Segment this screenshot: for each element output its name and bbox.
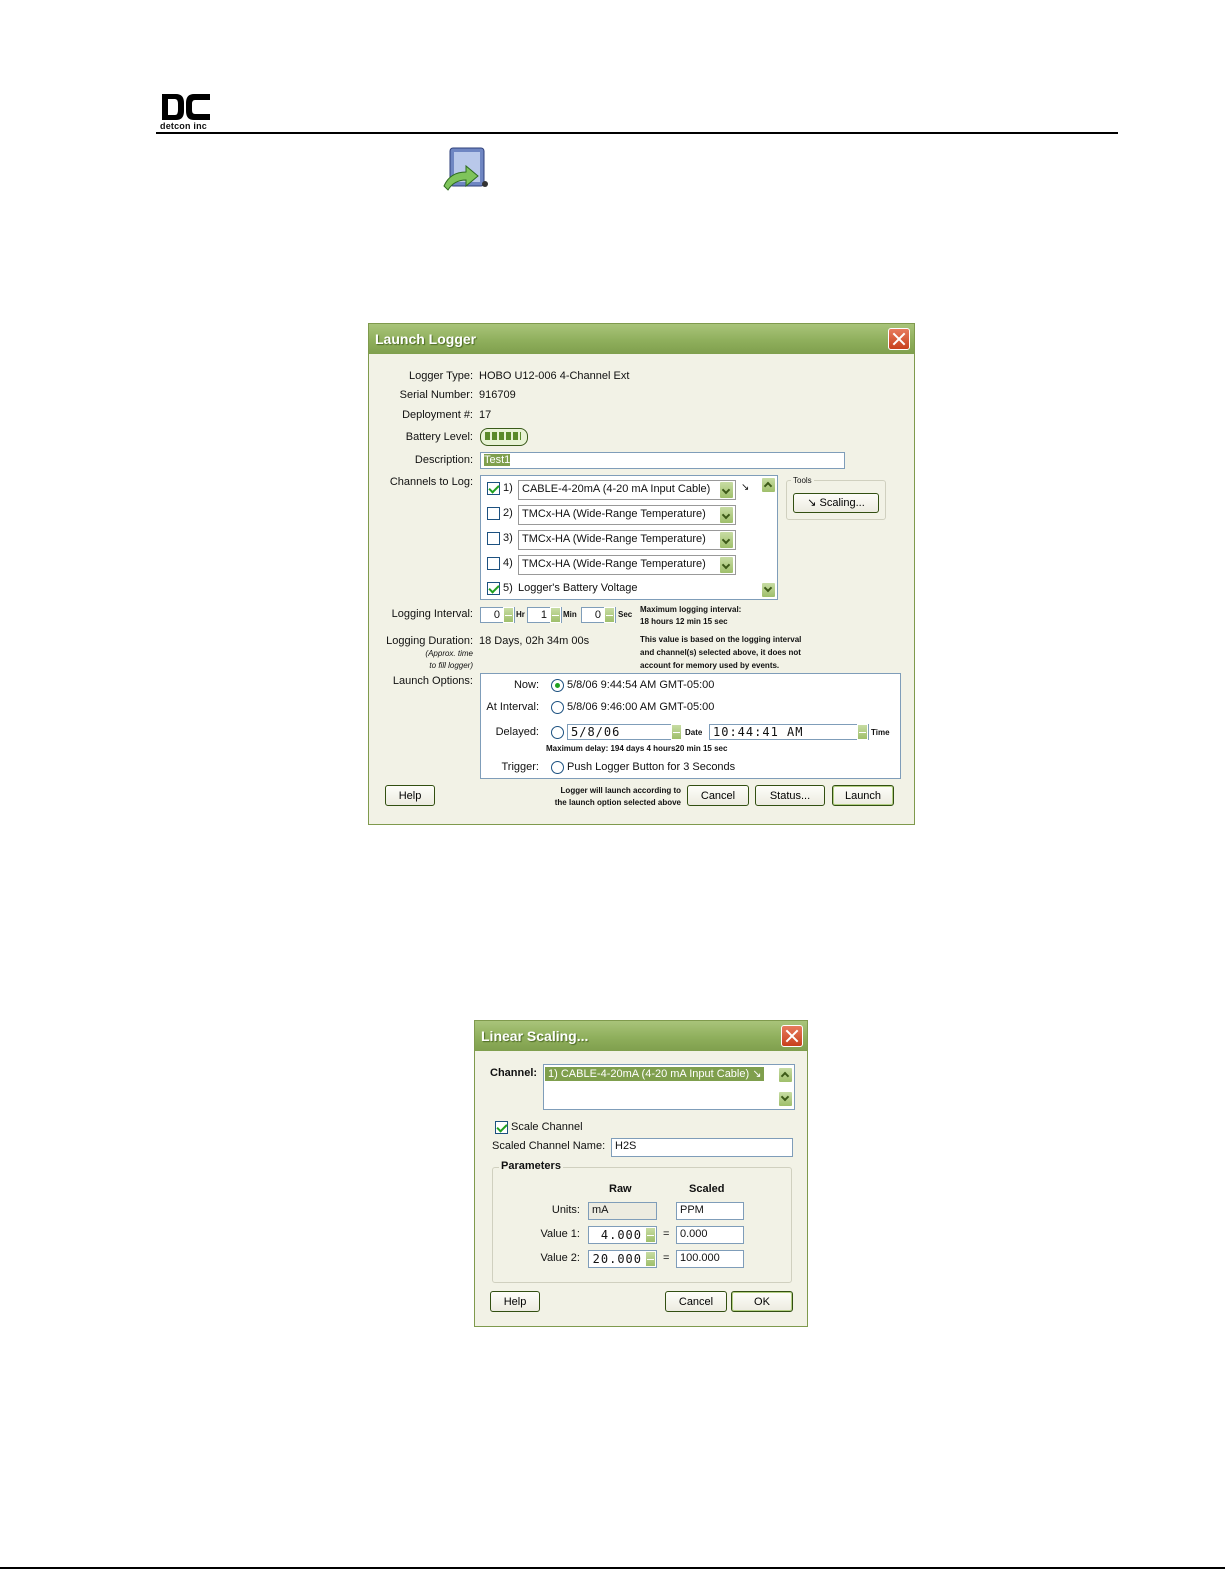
min-unit: Min: [563, 610, 577, 619]
now-value: 5/8/06 9:44:54 AM GMT-05:00: [567, 679, 715, 691]
time-unit: Time: [871, 728, 890, 737]
scaling-button-label: Scaling...: [819, 497, 865, 509]
scaled-name-value: H2S: [615, 1140, 637, 1152]
scaled-name-label: Scaled Channel Name:: [492, 1140, 606, 1152]
max-delay-note: Maximum delay: 194 days 4 hours20 min 15 sec: [546, 744, 728, 753]
deployment-value: 17: [479, 409, 492, 421]
logo-text: detcon inc: [160, 121, 208, 131]
description-label: Description:: [414, 454, 473, 466]
duration-note-line-3: account for memory used by events.: [640, 661, 780, 670]
channel-number: 1): [503, 482, 513, 494]
at-interval-radio[interactable]: [551, 701, 564, 714]
units-label: Units:: [551, 1204, 580, 1216]
scaling-help-button[interactable]: Help: [490, 1291, 540, 1312]
channel-sensor-label: CABLE-4-20mA (4-20 mA Input Cable): [522, 483, 711, 495]
delayed-date-spinner[interactable]: [671, 724, 682, 740]
value2-scaled-value: 100.000: [680, 1252, 720, 1264]
channels-list: [480, 475, 778, 600]
serial-number-value: 916709: [479, 389, 516, 401]
channel-sensor-label: TMCx-HA (Wide-Range Temperature): [522, 533, 706, 545]
interval-min-value: 1: [540, 609, 547, 621]
value1-scaled-input[interactable]: [676, 1226, 744, 1244]
launch-logger-dialog: [368, 323, 915, 825]
linear-scaling-dialog: [474, 1020, 808, 1327]
interval-min-spinner[interactable]: [550, 607, 561, 623]
channel-checkbox-5[interactable]: [487, 582, 500, 595]
channel-number: 3): [503, 532, 513, 544]
channel-checkbox-3[interactable]: [487, 532, 500, 545]
at-interval-label: At Interval:: [486, 701, 539, 713]
status-button[interactable]: Status...: [755, 785, 825, 806]
channel-checkbox-2[interactable]: [487, 507, 500, 520]
trigger-radio[interactable]: [551, 761, 564, 774]
trigger-label: Trigger:: [501, 761, 539, 773]
launch-logger-title: Launch Logger: [375, 331, 477, 347]
now-radio[interactable]: [551, 679, 564, 692]
duration-note-1: (Approx. time: [425, 649, 473, 658]
delayed-time-input[interactable]: [709, 724, 869, 740]
channels-scroll-down[interactable]: [761, 582, 776, 598]
duration-note-line-1: This value is based on the logging interval: [640, 635, 802, 644]
channel-number: 5): [503, 582, 513, 594]
value1-raw-spinner[interactable]: [645, 1227, 656, 1243]
interval-hr-spinner[interactable]: [503, 607, 514, 623]
close-icon[interactable]: [888, 328, 910, 350]
scaling-ok-button[interactable]: OK: [731, 1291, 793, 1312]
delayed-time-spinner[interactable]: [857, 724, 868, 740]
value1-label: Value 1:: [540, 1228, 580, 1240]
scaled-header: Scaled: [689, 1183, 725, 1195]
channel-sensor-label: Logger's Battery Voltage: [518, 582, 638, 594]
channel-sensor-label: TMCx-HA (Wide-Range Temperature): [522, 508, 706, 520]
parameters-group: [492, 1160, 792, 1283]
battery-level-label: Battery Level:: [405, 431, 473, 443]
channel-sensor-label: TMCx-HA (Wide-Range Temperature): [522, 558, 706, 570]
scaling-cancel-button[interactable]: Cancel: [665, 1291, 727, 1312]
interval-hr-value: 0: [493, 609, 500, 621]
battery-level-bar: [485, 432, 521, 440]
now-label: Now:: [513, 679, 539, 691]
channel-checkbox-1[interactable]: [487, 482, 500, 495]
channel-scroll-up[interactable]: [778, 1067, 793, 1083]
logger-type-label: Logger Type:: [408, 370, 473, 382]
sec-unit: Sec: [618, 610, 633, 619]
trigger-value: Push Logger Button for 3 Seconds: [567, 761, 736, 773]
value1-equals: =: [663, 1228, 670, 1240]
launch-footer-note-2: the launch option selected above: [554, 798, 681, 807]
delayed-date-input[interactable]: [567, 724, 682, 740]
interval-sec-value: 0: [594, 609, 601, 621]
chevron-down-icon[interactable]: [719, 556, 734, 574]
scale-indicator-icon: ↘: [752, 1068, 762, 1080]
channel-sensor-dropdown[interactable]: [518, 480, 736, 500]
value2-label: Value 2:: [540, 1252, 580, 1264]
header-rule: [156, 132, 1118, 134]
serial-number-label: Serial Number:: [399, 389, 473, 401]
duration-note-line-2: and channel(s) selected above, it does not: [640, 648, 801, 657]
channel-checkbox-4[interactable]: [487, 557, 500, 570]
value2-equals: =: [663, 1252, 670, 1264]
launch-options-label: Launch Options:: [392, 675, 473, 687]
logging-duration-label: Logging Duration:: [386, 635, 473, 647]
scale-indicator-icon: ↘: [741, 482, 750, 493]
description-input[interactable]: [480, 452, 845, 469]
max-interval-note-2: 18 hours 12 min 15 sec: [640, 617, 728, 626]
tools-label: Tools: [793, 476, 812, 485]
delayed-date-value: 5/8/06: [571, 725, 621, 739]
interval-sec-spinner[interactable]: [604, 607, 615, 623]
channel-number: 2): [503, 507, 513, 519]
deployment-label: Deployment #:: [402, 409, 473, 421]
channel-number: 4): [503, 557, 513, 569]
scaling-icon: ↘: [807, 497, 820, 509]
logging-duration-value: 18 Days, 02h 34m 00s: [479, 635, 590, 647]
hr-unit: Hr: [516, 610, 525, 619]
channel-sensor-dropdown[interactable]: [518, 555, 736, 575]
raw-units-value: mA: [592, 1204, 609, 1216]
linear-scaling-titlebar: [475, 1021, 807, 1051]
launch-help-button[interactable]: Help: [385, 785, 435, 806]
scale-channel-label: Scale Channel: [511, 1121, 583, 1133]
value2-raw-spinner[interactable]: [645, 1251, 656, 1267]
launch-logger-titlebar: [369, 324, 914, 354]
logger-type-value: HOBO U12-006 4-Channel Ext: [479, 370, 630, 382]
channels-label: Channels to Log:: [389, 476, 473, 488]
launch-button[interactable]: Launch: [832, 785, 894, 806]
value2-raw-value: 20.000: [592, 1252, 642, 1266]
logging-interval-label: Logging Interval:: [391, 608, 473, 620]
value1-scaled-value: 0.000: [680, 1228, 708, 1240]
channel-label: Channel:: [490, 1067, 538, 1079]
channels-scroll-up[interactable]: [761, 477, 776, 493]
raw-units-field: [588, 1202, 657, 1220]
scaled-units-input[interactable]: [676, 1202, 744, 1220]
scaled-units-value: PPM: [680, 1204, 704, 1216]
duration-note-2: to fill logger): [429, 661, 473, 670]
channel-scroll-down[interactable]: [778, 1091, 793, 1107]
at-interval-value: 5/8/06 9:46:00 AM GMT-05:00: [567, 701, 715, 713]
delayed-label: Delayed:: [495, 726, 539, 738]
channel-sensor-dropdown[interactable]: [518, 505, 736, 525]
max-interval-note-1: Maximum logging interval:: [640, 605, 742, 614]
footer-rule: [0, 1567, 1225, 1569]
tools-group: [786, 476, 886, 520]
battery-icon: [480, 428, 528, 446]
delayed-radio[interactable]: [551, 726, 564, 739]
launch-cancel-button[interactable]: Cancel: [687, 785, 749, 806]
channel-list[interactable]: [543, 1064, 795, 1110]
date-unit: Date: [685, 728, 703, 737]
value2-scaled-input[interactable]: [676, 1250, 744, 1268]
raw-header: Raw: [609, 1183, 632, 1195]
channel-sensor-dropdown[interactable]: [518, 530, 736, 550]
scaling-button[interactable]: [793, 493, 879, 513]
close-icon[interactable]: [781, 1025, 803, 1047]
linear-scaling-title: Linear Scaling...: [481, 1028, 589, 1044]
channel-list-item[interactable]: [545, 1067, 764, 1081]
delayed-time-value: 10:44:41 AM: [713, 725, 804, 739]
launch-options-box: [480, 673, 901, 779]
description-value: Test1: [484, 454, 511, 466]
chevron-down-icon[interactable]: [719, 481, 734, 499]
scaled-name-input[interactable]: [611, 1138, 793, 1157]
launch-icon: [440, 146, 490, 192]
value1-raw-value: 4.000: [600, 1228, 642, 1242]
chevron-down-icon[interactable]: [719, 506, 734, 524]
scale-channel-checkbox[interactable]: [495, 1121, 508, 1134]
parameters-title: Parameters: [501, 1160, 561, 1172]
chevron-down-icon[interactable]: [719, 531, 734, 549]
launch-footer-note-1: Logger will launch according to: [560, 786, 681, 795]
channel-value: 1) CABLE-4-20mA (4-20 mA Input Cable): [548, 1068, 750, 1080]
